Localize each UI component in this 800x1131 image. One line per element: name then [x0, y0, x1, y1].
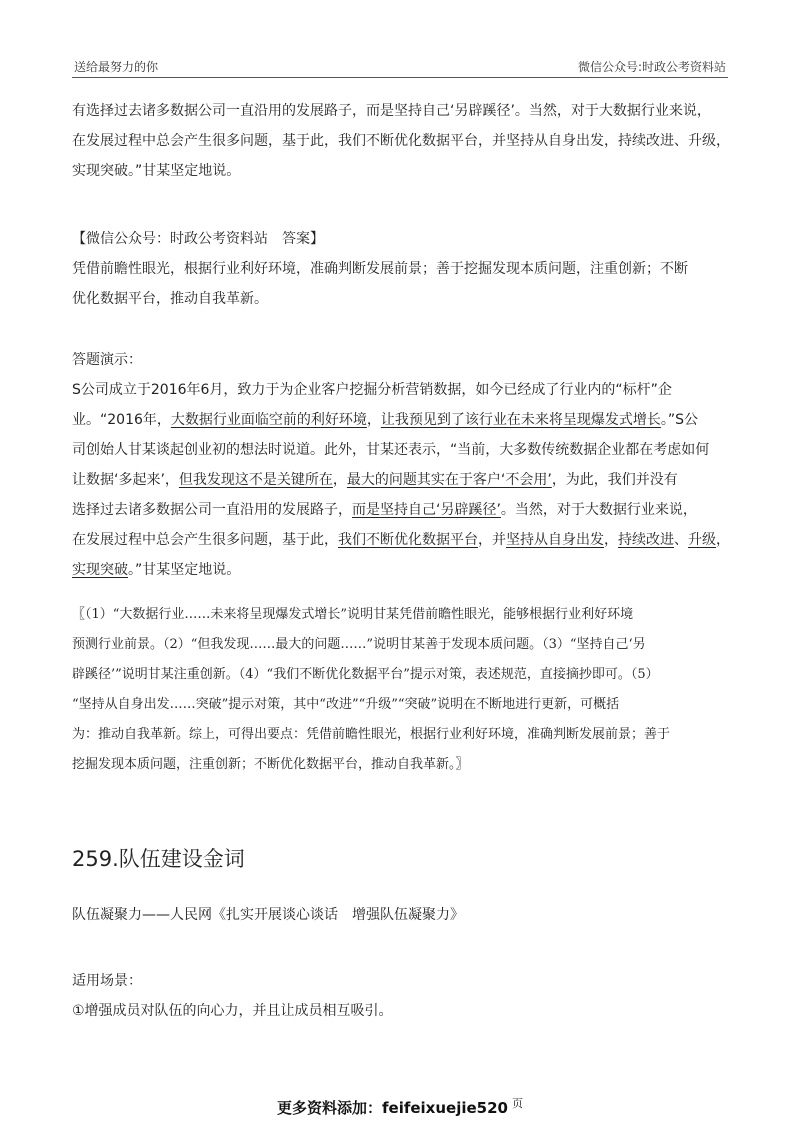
- underlined-phrase: 坚持从自身出发: [506, 532, 604, 548]
- analysis-block: [72, 600, 732, 780]
- intro-line: 在发展过程中总会产生很多问题，基于此，我们不断优化数据平台，并坚持从自身出发，持续改进、升级，: [72, 133, 730, 149]
- demo-line: 业。“2016年，大数据行业面临空前的利好环境，让我预见到了该行业在未来将呈现爆发式增长。”S公: [72, 412, 699, 428]
- page-header: [72, 55, 728, 78]
- underlined-phrase: 让我预见到了该行业在未来将呈现爆发式增长: [380, 412, 661, 428]
- analysis-line: 挖掘发现本质问题，注重创新；不断优化数据平台，推动自我革新。〗: [72, 757, 469, 772]
- demo-line: 让数据‘多起来’，但我发现这不是关键所在，最大的问题其实在于客户‘不会用’，为此，我们并没有: [72, 472, 678, 488]
- intro-paragraph: [72, 96, 732, 186]
- page-number-label: 页: [511, 1097, 523, 1110]
- demo-line: 司创始人甘某谈起创业初的想法时说道。此外，甘某还表示，“当前，大多数传统数据企业都在考虑如何: [72, 442, 710, 458]
- underlined-phrase: 最大的问题其实在于客户‘不会用’: [346, 472, 552, 488]
- footer-contact: 更多资料添加：feifeixuejie520: [277, 1099, 508, 1117]
- analysis-line: 〖（1）“大数据行业……未来将呈现爆发式增长”说明甘某凭借前瞻性眼光，能够根据行业利好环境: [72, 607, 634, 622]
- analysis-line: 预测行业前景。（2）“但我发现……最大的问题……”说明甘某善于发现本质问题。（3）“坚持自己‘另: [72, 637, 646, 652]
- underlined-phrase: 实现突破: [72, 562, 128, 578]
- demo-line: S公司成立于2016年6月，致力于为企业客户挖掘分析营销数据，如今已经成了行业内的“标杆”企: [72, 382, 672, 398]
- page-footer: [0, 1095, 800, 1121]
- answer-block: [72, 224, 732, 314]
- demo-line: 选择过去诸多数据公司一直沿用的发展路子，而是坚持自己‘另辟蹊径’。当然，对于大数据行业来说，: [72, 502, 697, 518]
- header-slogan: 送给最努力的你: [74, 60, 159, 74]
- source-line: [72, 900, 732, 930]
- analysis-line: 辟蹊径’”说明甘某注重创新。（4）“我们不断优化数据平台”提示对策，表述规范，直接摘抄即可。（5）: [72, 667, 659, 682]
- answer-line: 凭借前瞻性眼光，根据行业利好环境，准确判断发展前景；善于挖掘发现本质问题，注重创新；不断: [72, 261, 688, 277]
- underlined-phrase: 升级: [688, 532, 716, 548]
- underlined-phrase: 大数据行业面临空前的利好环境: [170, 412, 367, 428]
- underlined-phrase: 我们不断优化数据平台: [338, 532, 478, 548]
- underlined-phrase: 而是坚持自己‘另辟蹊径’: [352, 502, 501, 518]
- header-wechat-account: 微信公众号:时政公考资料站: [577, 60, 726, 74]
- demo-block: [72, 345, 732, 585]
- analysis-line: 为：推动自我革新。综上，可得出要点：凭借前瞻性眼光，根据行业利好环境，准确判断发展前景；善于: [72, 727, 671, 742]
- scene-block: [72, 966, 732, 1026]
- intro-line: 实现突破。”甘某坚定地说。: [72, 163, 241, 179]
- section-title: 259.队伍建设金词: [72, 847, 245, 871]
- underlined-phrase: 但我发现这不是关键所在: [178, 472, 333, 488]
- analysis-line: “坚持从自身出发……突破”提示对策，其中“改进”“升级”“突破”说明在不断地进行更新，可概括: [72, 697, 620, 712]
- answer-heading: 【微信公众号：时政公考资料站 答案】: [72, 231, 324, 247]
- demo-line: 在发展过程中总会产生很多问题，基于此，我们不断优化数据平台，并坚持从自身出发，持续改进、升级，: [72, 532, 730, 548]
- underlined-phrase: 持续改进: [618, 532, 674, 548]
- scene-label: 适用场景：: [72, 973, 142, 989]
- source-text: 队伍凝聚力——人民网《扎实开展谈心谈话 增强队伍凝聚力》: [72, 907, 464, 923]
- answer-line: 优化数据平台，推动自我革新。: [72, 291, 268, 307]
- intro-line: 有选择过去诸多数据公司一直沿用的发展路子，而是坚持自己‘另辟蹊径’。当然，对于大数据行业来说，: [72, 103, 711, 119]
- scene-item: ①增强成员对队伍的向心力，并且让成员相互吸引。: [72, 1003, 393, 1019]
- demo-heading: 答题演示：: [72, 352, 142, 368]
- demo-line: 实现突破。”甘某坚定地说。: [72, 562, 241, 578]
